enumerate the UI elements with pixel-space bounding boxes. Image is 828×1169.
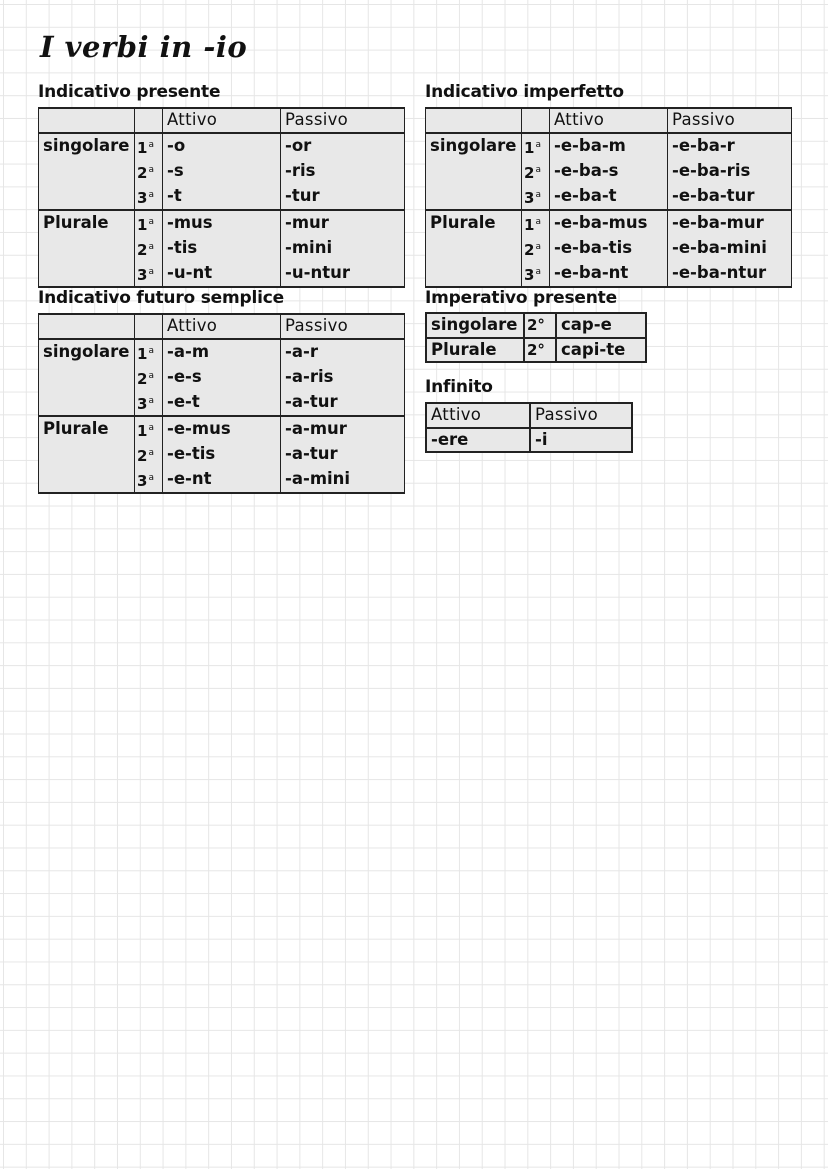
form-attivo: -e-nt	[163, 467, 281, 493]
table-row	[426, 313, 646, 338]
empty-cell	[426, 261, 522, 287]
empty-cell	[39, 184, 135, 210]
form-passivo: -tur	[281, 184, 405, 210]
group-plurale: Plurale	[39, 210, 135, 236]
table-header-row	[426, 108, 792, 133]
form-passivo: -e-ba-r	[668, 133, 792, 159]
form-passivo: -e-ba-ris	[668, 159, 792, 184]
table-futuro	[38, 313, 405, 494]
person-2: 2$^a$	[135, 159, 163, 184]
section-title-futuro: Indicativo futuro semplice	[38, 288, 284, 308]
table-row	[426, 184, 792, 210]
person-1: 1$^a$	[522, 133, 550, 159]
form-attivo: -e-ba-t	[550, 184, 668, 210]
group-plurale: Plurale	[39, 416, 135, 442]
form-attivo: -e-ba-s	[550, 159, 668, 184]
form-passivo: -a-mini	[281, 467, 405, 493]
table-row	[426, 236, 792, 261]
person-1: 1$^a$	[522, 210, 550, 236]
form-attivo: -e-s	[163, 365, 281, 390]
section-title-imperfetto: Indicativo imperfetto	[425, 82, 624, 102]
form-imperativo: capi-te	[556, 338, 646, 363]
empty-cell	[39, 314, 135, 339]
table-row	[39, 184, 405, 210]
header-attivo: Attivo	[163, 314, 281, 339]
form-passivo: -e-ba-mur	[668, 210, 792, 236]
page-title: I verbi in -io	[40, 30, 248, 64]
table-row	[39, 261, 405, 287]
group-plurale: Plurale	[426, 338, 524, 363]
table-imperativo	[425, 312, 647, 363]
empty-cell	[522, 108, 550, 133]
form-passivo: -e-ba-tur	[668, 184, 792, 210]
person-2: 2$^a$	[135, 442, 163, 467]
person-3: 3$^a$	[135, 261, 163, 287]
form-attivo: -a-m	[163, 339, 281, 365]
table-row	[39, 159, 405, 184]
table-row	[39, 210, 405, 236]
form-passivo: -u-ntur	[281, 261, 405, 287]
table-row	[426, 210, 792, 236]
form-attivo: -tis	[163, 236, 281, 261]
person-1: 1$^a$	[135, 416, 163, 442]
table-row	[39, 467, 405, 493]
person-3: 3$^a$	[135, 467, 163, 493]
form-passivo: -mur	[281, 210, 405, 236]
empty-cell	[426, 108, 522, 133]
form-passivo: -a-ris	[281, 365, 405, 390]
table-row	[426, 133, 792, 159]
header-passivo: Passivo	[530, 403, 632, 428]
form-passivo: -a-tur	[281, 442, 405, 467]
table-infinito	[425, 402, 633, 453]
form-attivo: -ere	[426, 428, 530, 453]
person-1: 1$^a$	[135, 133, 163, 159]
empty-cell	[135, 314, 163, 339]
form-attivo: -s	[163, 159, 281, 184]
form-imperativo: cap-e	[556, 313, 646, 338]
empty-cell	[426, 236, 522, 261]
table-row	[426, 338, 646, 363]
form-attivo: -mus	[163, 210, 281, 236]
table-row	[426, 159, 792, 184]
form-attivo: -e-ba-m	[550, 133, 668, 159]
table-header-row	[39, 314, 405, 339]
header-attivo: Attivo	[426, 403, 530, 428]
form-attivo: -e-tis	[163, 442, 281, 467]
form-passivo: -a-mur	[281, 416, 405, 442]
person-3: 3$^a$	[522, 184, 550, 210]
form-attivo: -e-ba-mus	[550, 210, 668, 236]
group-singolare: singolare	[39, 339, 135, 365]
form-attivo: -e-ba-tis	[550, 236, 668, 261]
section-title-presente: Indicativo presente	[38, 82, 221, 102]
form-attivo: -e-t	[163, 390, 281, 416]
person-3: 3$^a$	[135, 184, 163, 210]
empty-cell	[39, 159, 135, 184]
empty-cell	[39, 442, 135, 467]
table-row	[39, 416, 405, 442]
group-singolare: singolare	[426, 133, 522, 159]
form-attivo: -t	[163, 184, 281, 210]
table-presente	[38, 107, 405, 288]
table-row	[426, 428, 632, 453]
group-singolare: singolare	[39, 133, 135, 159]
table-row	[39, 390, 405, 416]
header-attivo: Attivo	[163, 108, 281, 133]
form-passivo: -i	[530, 428, 632, 453]
table-imperfetto	[425, 107, 792, 288]
table-row	[39, 236, 405, 261]
table-row	[39, 339, 405, 365]
header-attivo: Attivo	[550, 108, 668, 133]
person-1: 1$^a$	[135, 210, 163, 236]
form-passivo: -ris	[281, 159, 405, 184]
table-row	[39, 442, 405, 467]
person-2: 2$^a$	[522, 236, 550, 261]
person-2: 2$^a$	[135, 365, 163, 390]
form-passivo: -mini	[281, 236, 405, 261]
person-3: 3$^a$	[522, 261, 550, 287]
section-title-imperativo: Imperativo presente	[425, 288, 617, 308]
form-passivo: -or	[281, 133, 405, 159]
person-2: 2°	[524, 338, 556, 363]
form-passivo: -e-ba-mini	[668, 236, 792, 261]
table-row	[426, 261, 792, 287]
table-row	[39, 365, 405, 390]
empty-cell	[39, 261, 135, 287]
empty-cell	[39, 390, 135, 416]
person-2: 2$^a$	[135, 236, 163, 261]
header-passivo: Passivo	[281, 108, 405, 133]
table-row	[39, 133, 405, 159]
empty-cell	[426, 184, 522, 210]
table-header-row	[39, 108, 405, 133]
empty-cell	[39, 108, 135, 133]
person-3: 3$^a$	[135, 390, 163, 416]
group-singolare: singolare	[426, 313, 524, 338]
table-header-row	[426, 403, 632, 428]
form-attivo: -e-mus	[163, 416, 281, 442]
empty-cell	[39, 467, 135, 493]
empty-cell	[39, 365, 135, 390]
group-plurale: Plurale	[426, 210, 522, 236]
header-passivo: Passivo	[281, 314, 405, 339]
header-passivo: Passivo	[668, 108, 792, 133]
person-2: 2°	[524, 313, 556, 338]
empty-cell	[135, 108, 163, 133]
form-passivo: -a-tur	[281, 390, 405, 416]
empty-cell	[426, 159, 522, 184]
form-passivo: -e-ba-ntur	[668, 261, 792, 287]
form-passivo: -a-r	[281, 339, 405, 365]
form-attivo: -o	[163, 133, 281, 159]
form-attivo: -u-nt	[163, 261, 281, 287]
form-attivo: -e-ba-nt	[550, 261, 668, 287]
empty-cell	[39, 236, 135, 261]
person-2: 2$^a$	[522, 159, 550, 184]
section-title-infinito: Infinito	[425, 377, 493, 397]
person-1: 1$^a$	[135, 339, 163, 365]
